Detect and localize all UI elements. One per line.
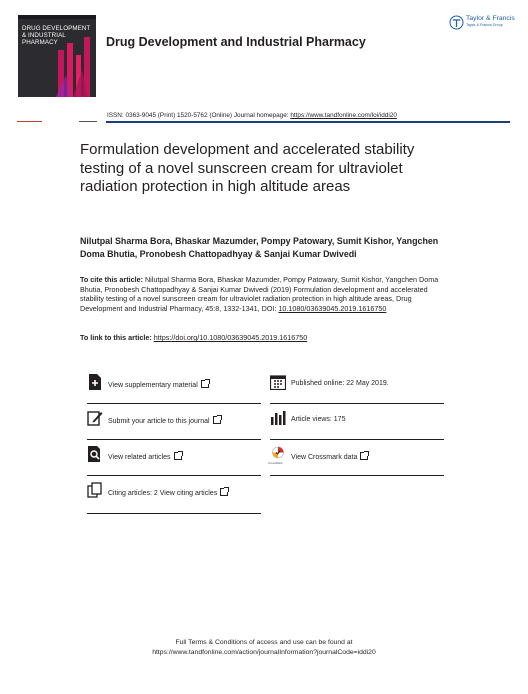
terms-url[interactable]: https://www.tandfonline.com/action/journalInformation?journalCode=iddi20 xyxy=(152,648,376,656)
article-views-box xyxy=(270,410,444,440)
publisher-name: Taylor & Francis xyxy=(466,15,515,22)
cite-doi[interactable]: 10.1080/03639045.2019.1616750 xyxy=(278,303,387,313)
issn-row xyxy=(107,112,397,119)
divider xyxy=(87,475,261,476)
journal-homepage-link[interactable]: https://www.tandfonline.com/loi/iddi20 xyxy=(290,112,397,119)
external-link-icon xyxy=(220,488,228,496)
link-label: To link to this article: xyxy=(80,333,154,342)
article-link-row xyxy=(80,333,307,342)
citing-articles-label: Citing articles: 2 View citing articles xyxy=(108,488,228,497)
pencil-document-icon xyxy=(87,410,103,426)
divider xyxy=(270,403,444,404)
citing-articles-link[interactable] xyxy=(87,482,261,514)
article-views-label: Article views: 175 xyxy=(291,416,346,423)
submit-article-label: Submit your article to this journal xyxy=(108,416,221,425)
published-date-label: Published online: 22 May 2019. xyxy=(291,380,389,387)
supplementary-material-label: View supplementary material xyxy=(108,380,209,389)
bar-chart-icon xyxy=(270,410,286,426)
citation-documents-icon xyxy=(87,482,103,498)
cite-label: To cite this article: xyxy=(80,275,145,284)
divider xyxy=(87,439,261,440)
document-plus-icon xyxy=(87,374,103,390)
cite-text: Nilutpal Sharma Bora, Bhaskar Mazumder, Pompy Patowary, Sumit Kishor, Yangchen Doma Bhutia, Pronobesh Chattopadhyay & Sanjai Kumar Dwivedi (2019) Formulation development and accelerated stability testing of a novel sunscreen cream for ultraviolet radiation protection in high altitude areas, Drug Development and Industrial Pharmacy, 45:8, 1332-1341, DOI: xyxy=(80,275,439,313)
issn-text: ISSN: 0363-9045 (Print) 1520-5762 (Online) Journal homepage: xyxy=(107,112,291,119)
published-date-box xyxy=(270,374,444,404)
submit-article-link[interactable] xyxy=(87,410,261,440)
divider xyxy=(270,439,444,440)
header-rule-mid xyxy=(79,121,97,122)
cover-title-line: & INDUSTRIAL xyxy=(22,32,66,39)
header-rule xyxy=(106,121,510,123)
terms-footer xyxy=(0,638,528,657)
cover-title-line: DRUG DEVELOPMENT xyxy=(22,25,91,32)
divider xyxy=(87,403,261,404)
crossmark-link[interactable] xyxy=(270,446,444,476)
journal-cover-image xyxy=(18,15,96,97)
divider xyxy=(87,513,261,514)
supplementary-material-link[interactable] xyxy=(87,374,261,404)
divider xyxy=(270,475,444,476)
cover-title xyxy=(22,25,94,46)
header-rule-left xyxy=(17,121,42,122)
article-title: Formulation development and accelerated stability testing of a novel sunscreen cream for ultraviolet radiation protection in high altitude areas xyxy=(80,141,415,195)
crossmark-icon xyxy=(270,446,286,462)
search-document-icon xyxy=(87,446,103,462)
cover-title-line: PHARMACY xyxy=(22,39,58,46)
related-articles-link[interactable] xyxy=(87,446,261,476)
external-link-icon xyxy=(360,452,368,460)
terms-text: Full Terms & Conditions of access and use can be found at xyxy=(175,639,353,646)
crossmark-label: View Crossmark data xyxy=(291,452,368,461)
publisher-globe-icon xyxy=(449,15,464,30)
citation-block xyxy=(80,275,450,313)
article-doi-link[interactable]: https://doi.org/10.1080/03639045.2019.1616750 xyxy=(153,333,308,342)
publisher-logo[interactable] xyxy=(449,14,517,32)
journal-name[interactable]: Drug Development and Industrial Pharmacy xyxy=(106,35,366,49)
related-articles-label: View related articles xyxy=(108,452,182,461)
calendar-icon xyxy=(270,374,286,390)
external-link-icon xyxy=(174,452,182,460)
external-link-icon xyxy=(213,416,221,424)
publisher-sub: Taylor & Francis Group xyxy=(466,23,503,27)
crossmark-logo-text: CrossMark xyxy=(268,461,283,465)
external-link-icon xyxy=(201,380,209,388)
article-authors: Nilutpal Sharma Bora, Bhaskar Mazumder, Pompy Patowary, Sumit Kishor, Yangchen Doma Bhutia, Pronobesh Chattopadhyay & Sanjai Kumar Dwivedi xyxy=(80,236,439,259)
